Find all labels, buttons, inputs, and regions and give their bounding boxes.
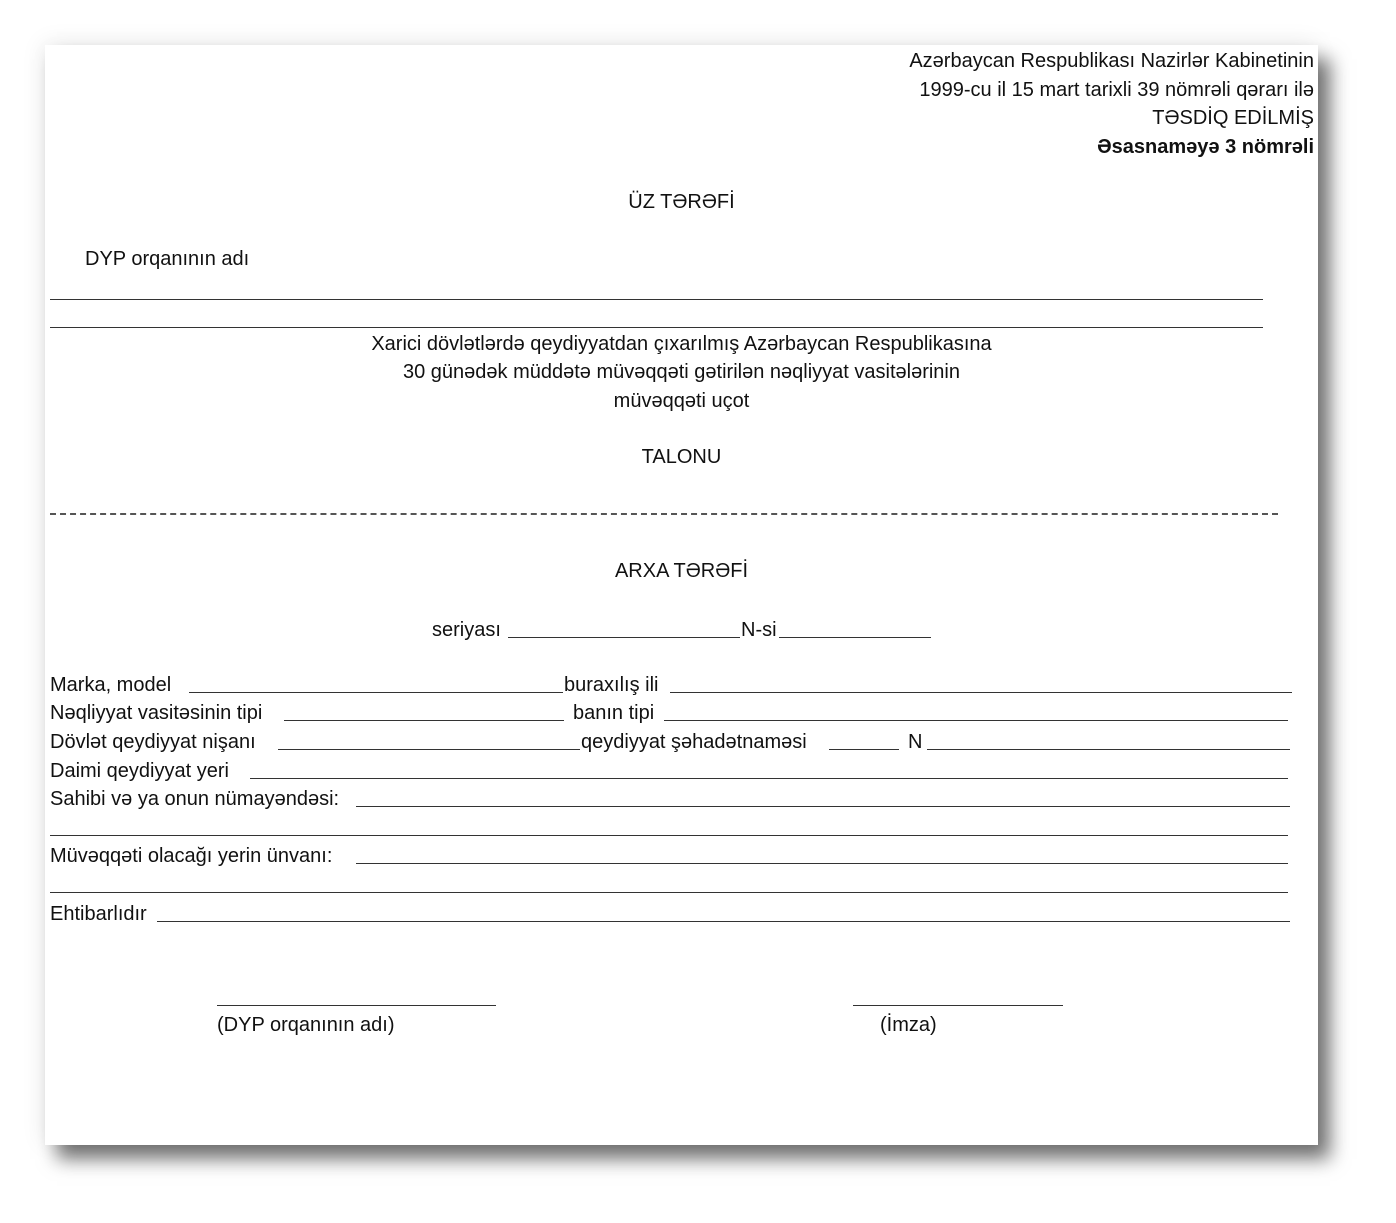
temp-address-label: Müvəqqəti olacağı yerin ünvanı:: [50, 845, 333, 867]
vehicle-type-label: Nəqliyyat vasitəsinin tipi: [50, 702, 263, 724]
make-model-label: Marka, model: [50, 674, 172, 696]
vehicle-type-row: [50, 699, 1295, 727]
owner-row: [50, 785, 1295, 813]
series-number-row: [432, 616, 952, 644]
approval-header: [909, 47, 1314, 161]
body-type-field[interactable]: [664, 720, 1288, 721]
series-label: seriyası: [432, 619, 501, 641]
front-side-title: ÜZ TƏRƏFİ: [628, 191, 735, 213]
authority-signature-caption: (DYP orqanının adı): [217, 1014, 395, 1036]
valid-until-row: [50, 900, 1295, 928]
permanent-address-row: [50, 757, 1295, 785]
temp-address-field-continuation[interactable]: [50, 892, 1288, 893]
owner-field-continuation[interactable]: [50, 835, 1288, 836]
certificate-series-field[interactable]: [829, 749, 899, 750]
plate-label: Dövlət qeydiyyat nişanı: [50, 731, 256, 753]
temp-address-field[interactable]: [356, 863, 1288, 864]
cut-separator-line: [50, 513, 1278, 515]
description-line-1: Xarici dövlətlərdə qeydiyyatdan çıxarılmış Azərbaycan Respublikasına: [371, 333, 992, 355]
header-line-4: Əsasnaməyə 3 nömrəli: [1097, 135, 1314, 158]
certificate-label: qeydiyyat şəhadətnaməsi: [581, 731, 807, 753]
plate-field[interactable]: [278, 749, 580, 750]
header-line-1: Azərbaycan Respublikası Nazirlər Kabinetinin: [909, 50, 1314, 72]
header-line-3: TƏSDİQ EDİLMİŞ: [1152, 107, 1314, 129]
authority-label: DYP orqanının adı: [85, 248, 250, 270]
registration-plate-row: [50, 728, 1295, 756]
make-model-row: [50, 671, 1295, 699]
certificate-number-field[interactable]: [927, 749, 1290, 750]
signature-caption: (İmza): [880, 1014, 937, 1036]
description-line-3: müvəqqəti uçot: [613, 390, 750, 412]
number-label: N-si: [741, 619, 777, 641]
make-model-field[interactable]: [189, 692, 563, 693]
year-field[interactable]: [670, 692, 1292, 693]
header-line-2: 1999-cu il 15 mart tarixli 39 nömrəli qərarı ilə: [919, 78, 1314, 101]
series-field[interactable]: [508, 637, 740, 638]
authority-name-line-2[interactable]: [50, 327, 1263, 328]
signature-line[interactable]: [853, 1005, 1063, 1006]
authority-signature-line[interactable]: [217, 1005, 496, 1006]
talon-title: TALONU: [641, 446, 722, 468]
description-line-2: 30 günədək müddətə müvəqqəti gətirilən nəqliyyat vasitələrinin: [402, 361, 960, 383]
owner-field[interactable]: [356, 806, 1290, 807]
permanent-address-field[interactable]: [250, 778, 1288, 779]
back-side-title: ARXA TƏRƏFİ: [614, 560, 749, 582]
owner-label: Sahibi və ya onun nümayəndəsi:: [50, 788, 340, 810]
document-page: [45, 45, 1318, 1145]
certificate-n-label: N: [908, 731, 923, 753]
number-field[interactable]: [779, 637, 931, 638]
vehicle-type-field[interactable]: [284, 720, 564, 721]
authority-name-line-1[interactable]: [50, 299, 1263, 300]
body-type-label: banın tipi: [573, 702, 655, 724]
permanent-address-label: Daimi qeydiyyat yeri: [50, 760, 229, 782]
valid-until-label: Ehtibarlıdır: [50, 903, 147, 925]
valid-until-field[interactable]: [157, 921, 1290, 922]
year-label: buraxılış ili: [564, 674, 659, 696]
temp-address-row: [50, 842, 1295, 870]
